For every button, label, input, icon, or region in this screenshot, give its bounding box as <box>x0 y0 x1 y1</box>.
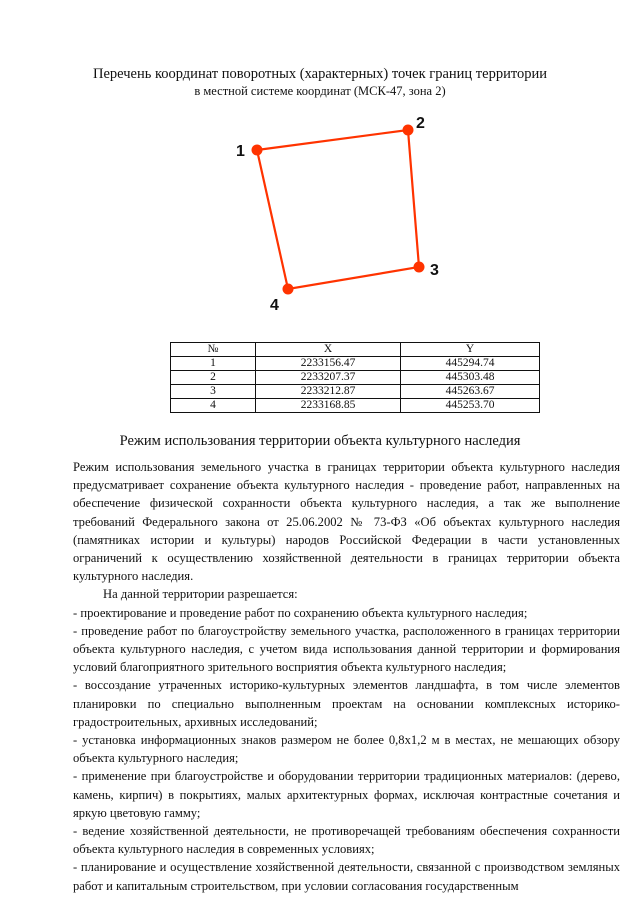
list-item: - проведение работ по благоустройству земельного участка, расположенного в границах территории объекта культурного наследия, с учетом вида использования данной территории и формирования условий благоприятного зрительного восприятия объекта культурного наследия; <box>73 623 620 675</box>
table-row <box>171 357 540 371</box>
row-x: 2233212.87 <box>256 385 401 399</box>
list-item: - проектирование и проведение работ по сохранению объекта культурного наследия; <box>73 605 528 620</box>
allowed-heading: На данной территории разрешается: <box>103 587 298 602</box>
row-y: 445263.67 <box>401 385 540 399</box>
row-x: 2233207.37 <box>256 371 401 385</box>
point-label-3: 3 <box>430 262 439 279</box>
point-label-4: 4 <box>270 297 279 314</box>
row-x: 2233168.85 <box>256 399 401 413</box>
list-item: - установка информационных знаков размером не более 0,8х1,2 м в местах, не мешающих обзору объекта культурного наследия; <box>73 733 620 766</box>
row-number: 1 <box>171 357 256 371</box>
table-header-row <box>171 343 540 357</box>
list-item: - планирование и осуществление хозяйственной деятельности, связанной с производством земляных работ и капитальным строительством, при условии согласования государственным <box>73 860 620 893</box>
section-title: Режим использования территории объекта культурного наследия <box>119 433 521 449</box>
point-label-2: 2 <box>416 115 425 132</box>
header-y: Y <box>401 343 540 357</box>
list-item: - ведение хозяйственной деятельности, не противоречащей требованиям обеспечения сохранности объекта культурного наследия в современных условиях; <box>73 824 620 857</box>
boundary-point-1 <box>252 145 263 156</box>
list-item: - применение при благоустройстве и оборудовании территории традиционных материалов: (дерево, камень, кирпич) в покрытиях, малых архитектурных формах, исключая контрастные сочетания и яркую цветовую гамму; <box>73 769 620 820</box>
table-row <box>171 385 540 399</box>
boundary-point-3 <box>414 262 425 273</box>
row-number: 3 <box>171 385 256 399</box>
row-y: 445253.70 <box>401 399 540 413</box>
intro-paragraph: Режим использования земельного участка в границах территории объекта культурного наследия предусматривает сохранение объекта культурного наследия - проведение работ, направленных на обеспечение физической сохранности объекта культурного наследия, а так же выполнение требований Федерального закона от 25.06.2002 № 73-ФЗ «Об объектах культурного наследия (памятниках истории и культуры) народов Российской Федерации в части установленных ограничений к осуществлению хозяйственной деятельности в границах территории объекта культурного наследия. <box>73 460 620 584</box>
row-y: 445294.74 <box>401 357 540 371</box>
row-x: 2233156.47 <box>256 357 401 371</box>
list-item: - воссоздание утраченных историко-культурных элементов ландшафта, в том числе элементов планировки по специально выполненным проектам на основании комплексных историко-градостроительных, архивных исследований; <box>73 678 620 729</box>
header-x: X <box>256 343 401 357</box>
boundary-point-4 <box>283 284 294 295</box>
boundary-scheme <box>0 105 640 325</box>
page-subtitle: в местной системе координат (МСК-47, зона 2) <box>194 84 446 98</box>
section-body <box>73 458 620 895</box>
table-row <box>171 399 540 413</box>
coordinates-table <box>170 342 540 413</box>
boundary-point-2 <box>403 125 414 136</box>
row-y: 445303.48 <box>401 371 540 385</box>
point-label-1: 1 <box>236 143 245 160</box>
boundary-polygon <box>257 130 419 289</box>
row-number: 4 <box>171 399 256 413</box>
row-number: 2 <box>171 371 256 385</box>
table-row <box>171 371 540 385</box>
header-number: № <box>171 343 256 357</box>
page-title: Перечень координат поворотных (характерных) точек границ территории <box>92 66 548 82</box>
